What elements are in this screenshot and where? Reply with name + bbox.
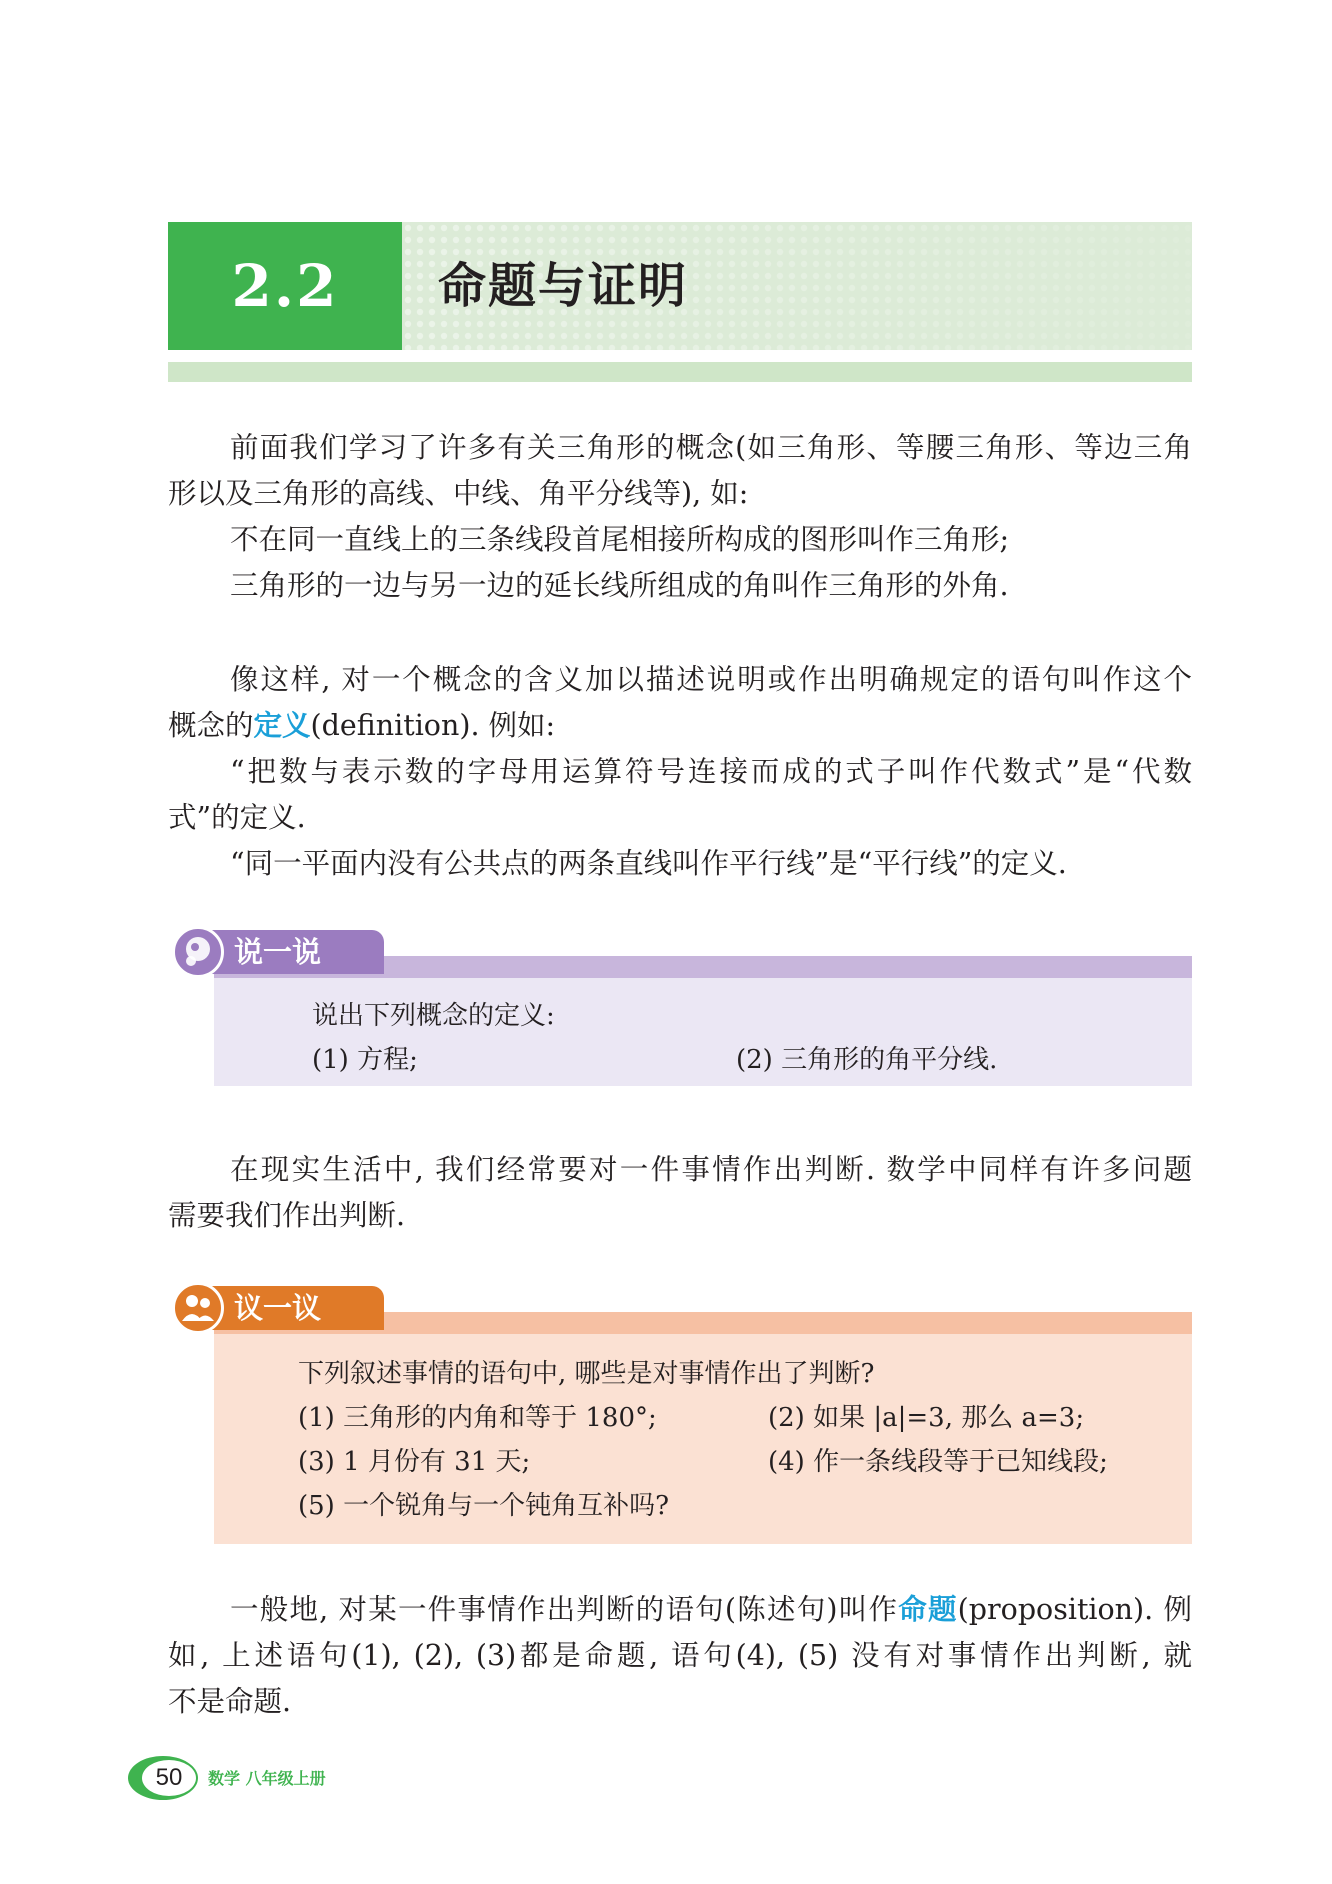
section-number: 2.2 [231,252,339,320]
talk-badge-icon-wrap [172,926,224,978]
intro-line-2: 形以及三角形的高线、中线、角平分线等), 如: [168,477,749,510]
proposition-line-1-post: (proposition). 例 [957,1593,1193,1626]
proposition-line-1-pre: 一般地, 对某一件事情作出判断的语句(陈述句)叫作 [230,1593,899,1626]
section-title: 命题与证明 [438,258,689,314]
proposition-keyword: 命题 [898,1593,958,1626]
discuss-badge-icon-wrap [172,1282,224,1334]
discuss-item-1: (1) 三角形的内角和等于 180°; [298,1403,657,1433]
intro-line-4: 三角形的一边与另一边的延长线所组成的角叫作三角形的外角. [230,569,1009,602]
definition-line-5: “同一平面内没有公共点的两条直线叫作平行线”是“平行线”的定义. [230,847,1067,880]
speech-bubble-icon [175,929,221,975]
definition-line-2 [168,706,555,746]
definition-keyword: 定义 [253,709,311,742]
definition-line-2-pre: 概念的 [168,709,254,742]
section-underline [168,362,1192,382]
section-header [168,222,1192,350]
judgement-line-2: 需要我们作出判断. [168,1199,406,1232]
definition-line-4: 式”的定义. [168,801,306,834]
discuss-badge: 议一议 [204,1286,384,1330]
intro-line-3: 不在同一直线上的三条线段首尾相接所构成的图形叫作三角形; [230,523,1010,556]
discuss-item-5: (5) 一个锐角与一个钝角互补吗? [298,1491,670,1521]
people-icon [175,1285,221,1331]
definition-line-2-post: (definition). 例如: [310,709,556,742]
judgement-line-1: 在现实生活中, 我们经常要对一件事情作出判断. 数学中同样有许多问题 [230,1153,1192,1186]
talk-item-2: (2) 三角形的角平分线. [736,1045,998,1075]
page-number: 50 [155,1764,183,1791]
discuss-item-2: (2) 如果 |a|=3, 那么 a=3; [768,1403,1085,1433]
proposition-line-1 [230,1590,1192,1630]
definition-line-1: 像这样, 对一个概念的含义加以描述说明或作出明确规定的语句叫作这个 [230,663,1192,696]
discuss-item-4: (4) 作一条线段等于已知线段; [768,1447,1108,1477]
talk-badge: 说一说 [204,930,384,974]
discuss-prompt: 下列叙述事情的语句中, 哪些是对事情作出了判断? [298,1359,875,1389]
intro-line-1: 前面我们学习了许多有关三角形的概念(如三角形、等腰三角形、等边三角 [230,431,1192,464]
talk-item-1: (1) 方程; [312,1045,418,1075]
discuss-item-3: (3) 1 月份有 31 天; [298,1447,531,1477]
proposition-line-3: 不是命题. [168,1685,292,1718]
proposition-line-2: 如, 上述语句(1), (2), (3)都是命题, 语句(4), (5) 没有对事情作出判断, 就 [168,1639,1192,1672]
talk-prompt: 说出下列概念的定义: [312,1001,555,1031]
book-title: 数学 八年级上册 [208,1769,326,1788]
definition-line-3: “把数与表示数的字母用运算符号连接而成的式子叫作代数式”是“代数 [230,755,1192,788]
